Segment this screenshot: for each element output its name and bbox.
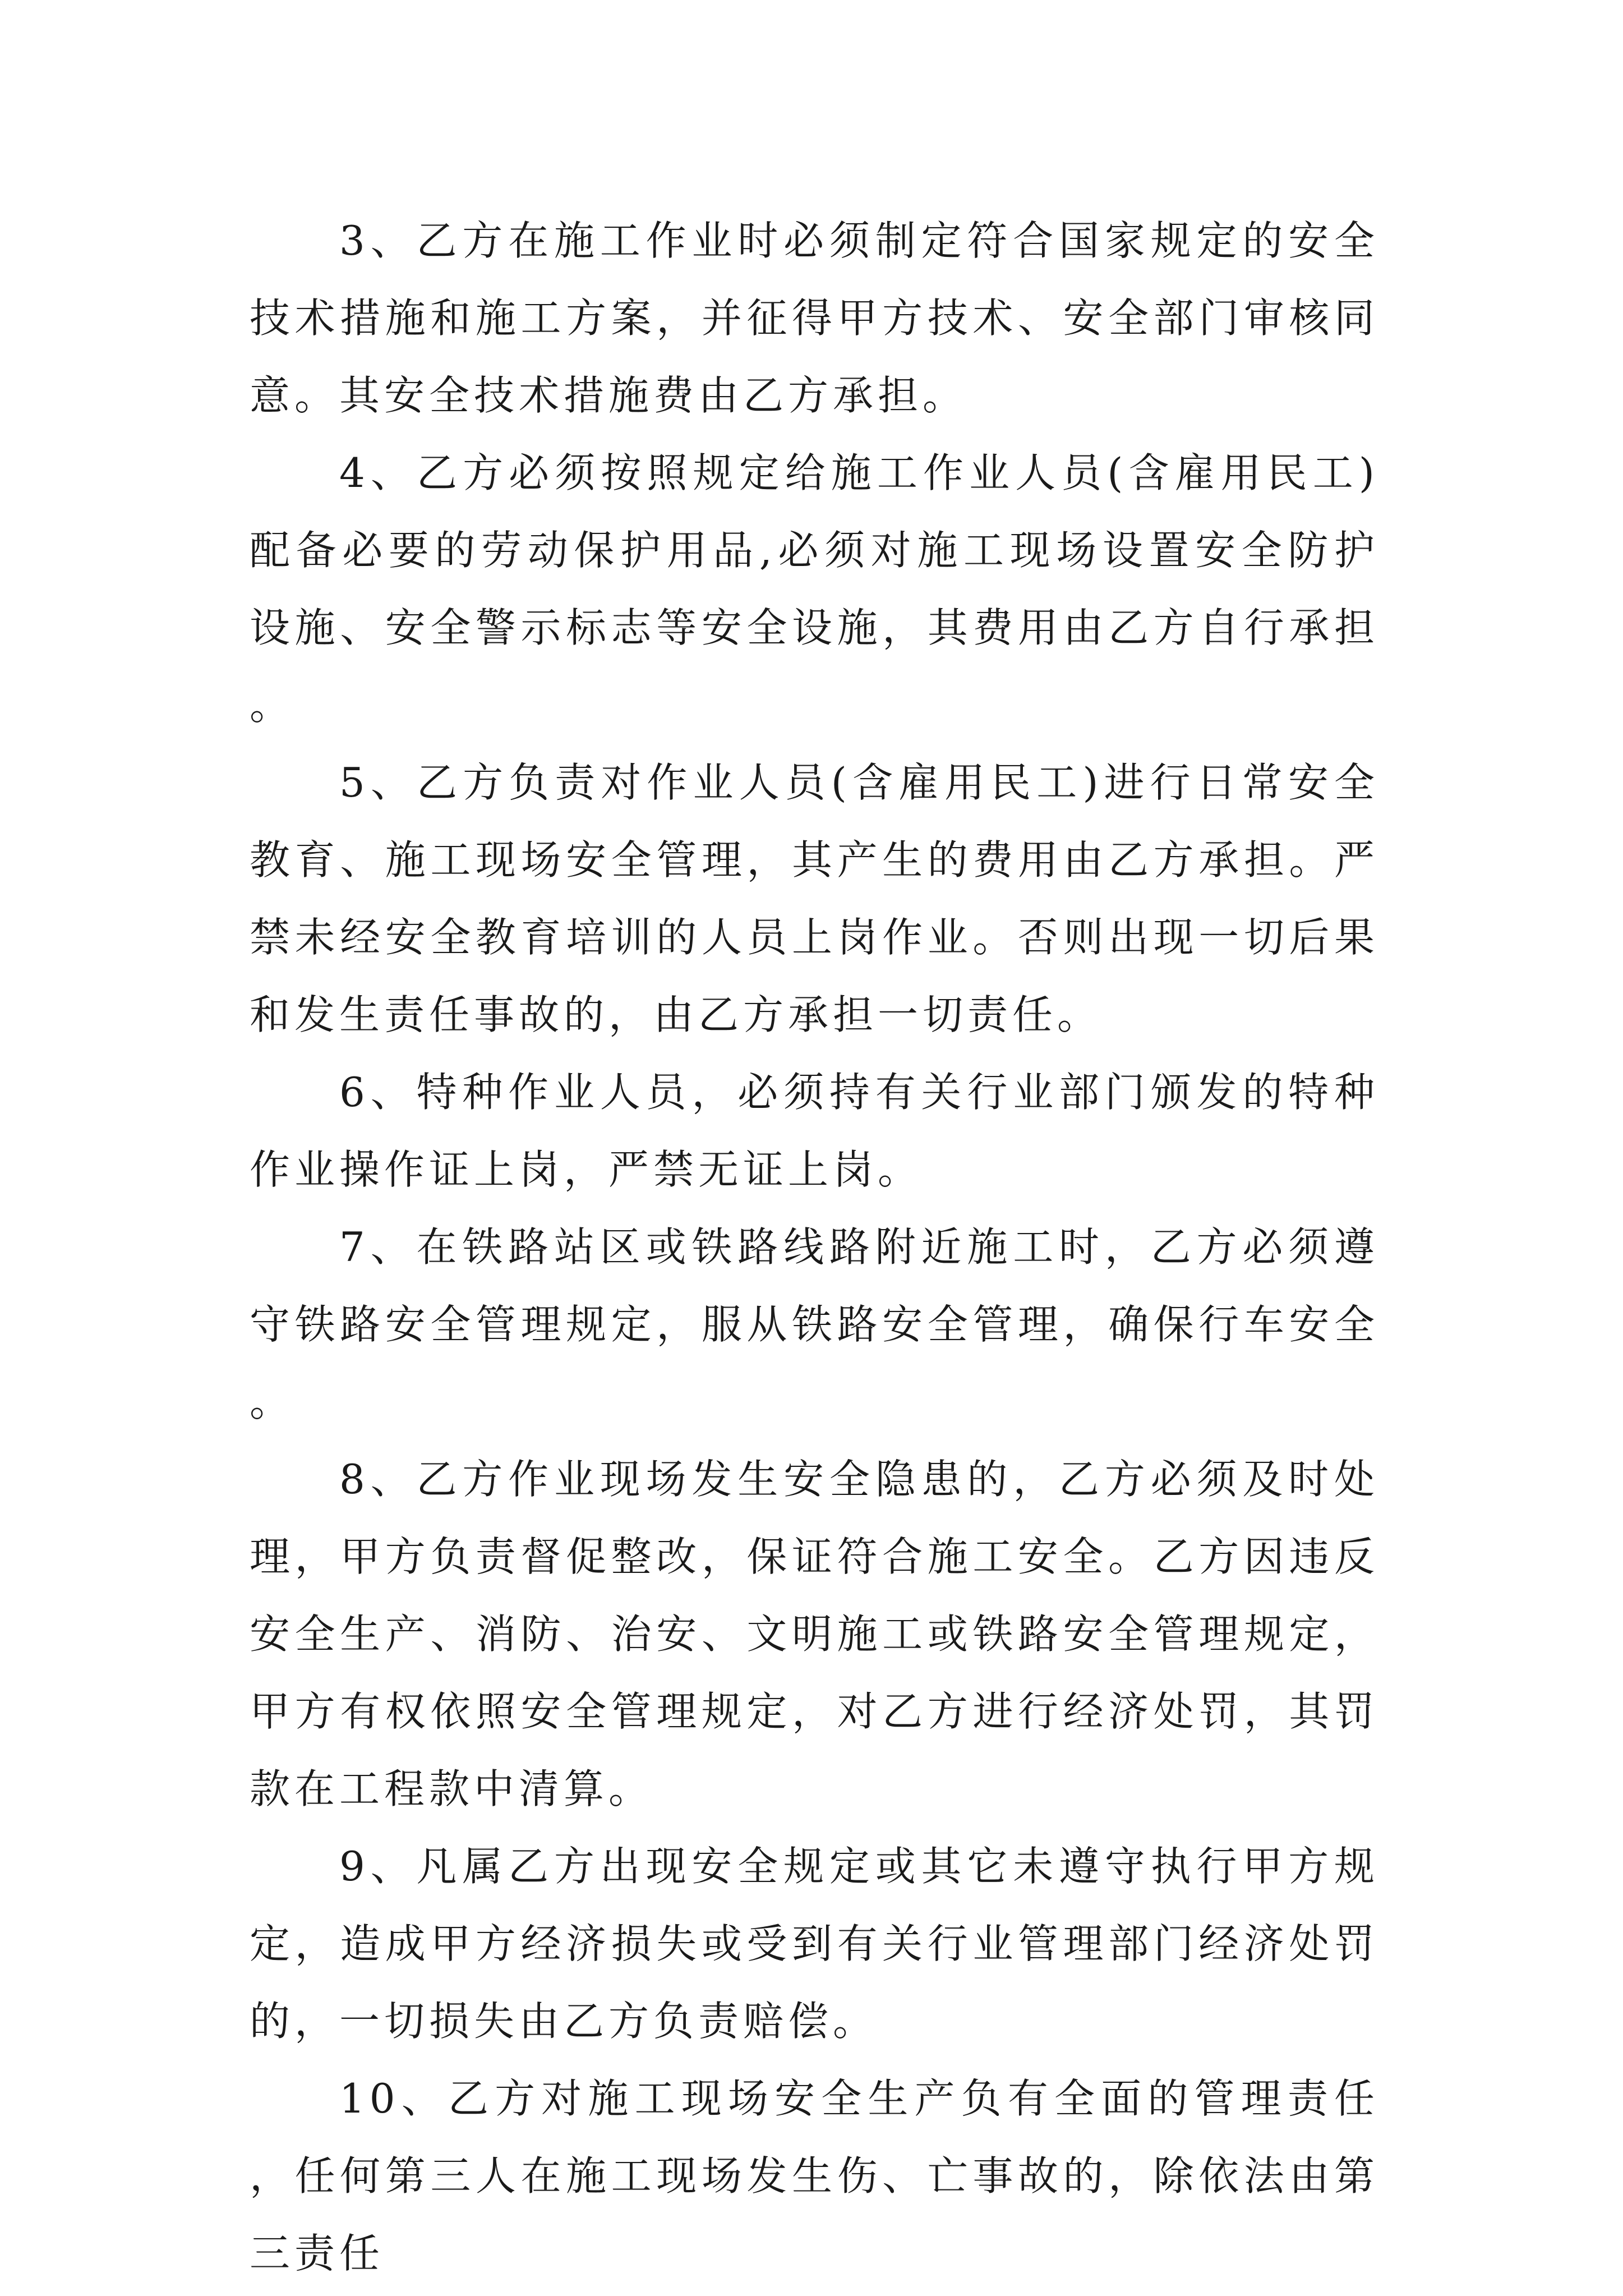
- paragraph-clause-4: 4、乙方必须按照规定给施工作业人员(含雇用民工)配备必要的劳动保护用品,必须对施工现场设置安全防护设施、安全警示标志等安全设施，其费用由乙方自行承担。: [250, 449, 1379, 729]
- paragraph-clause-3: 3、乙方在施工作业时必须制定符合国家规定的安全技术措施和施工方案，并征得甲方技术、安全部门审核同意。其安全技术措施费由乙方承担。: [250, 217, 1379, 419]
- paragraph-clause-7: 7、在铁路站区或铁路线路附近施工时，乙方必须遵守铁路安全管理规定，服从铁路安全管理，确保行车安全。: [250, 1223, 1379, 1425]
- paragraph-clause-8: 8、乙方作业现场发生安全隐患的，乙方必须及时处理，甲方负责督促整改，保证符合施工安全。乙方因违反安全生产、消防、治安、文明施工或铁路安全管理规定，甲方有权依照安全管理规定，对乙方进行经济处罚，其罚款在工程款中清算。: [250, 1456, 1379, 1812]
- paragraph-clause-5: 5、乙方负责对作业人员(含雇用民工)进行日常安全教育、施工现场安全管理，其产生的费用由乙方承担。严禁未经安全教育培训的人员上岗作业。否则出现一切后果和发生责任事故的，由乙方承担一切责任。: [250, 759, 1379, 1038]
- paragraph-clause-6: 6、特种作业人员，必须持有关行业部门颁发的特种作业操作证上岗，严禁无证上岗。: [250, 1069, 1379, 1193]
- paragraph-clause-10: 10、乙方对施工现场安全生产负有全面的管理责任，任何第三人在施工现场发生伤、亡事故的，除依法由第三责任: [250, 2075, 1379, 2277]
- paragraph-clause-9: 9、凡属乙方出现安全规定或其它未遵守执行甲方规定，造成甲方经济损失或受到有关行业管理部门经济处罚的，一切损失由乙方负责赔偿。: [250, 1843, 1379, 2045]
- document-body: [250, 202, 1379, 2292]
